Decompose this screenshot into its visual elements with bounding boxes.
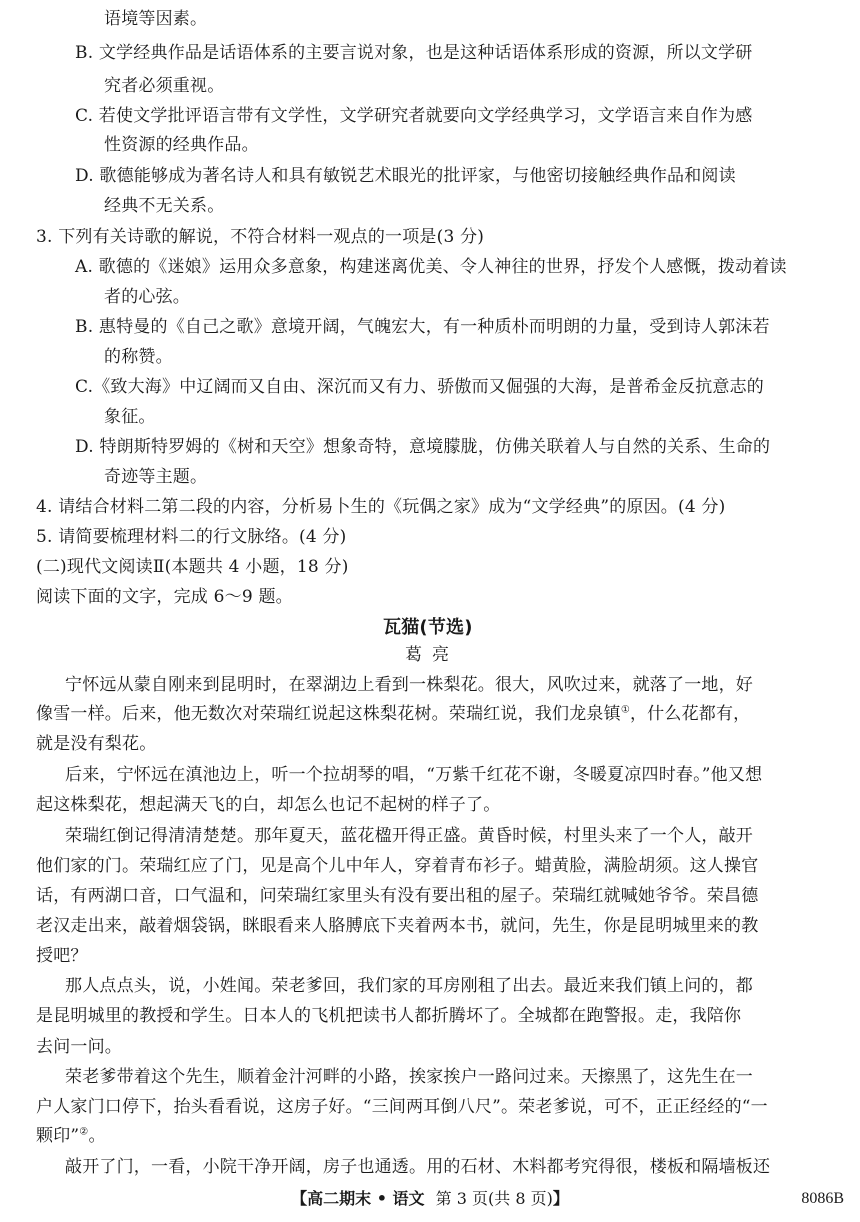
paragraph-3-line-4: 老汉走出来，敲着烟袋锅，眯眼看来人胳膊底下夹着两本书，就问，先生，你是昆明城里来的教 — [36, 916, 759, 936]
footnote-2-marker: ② — [79, 1126, 89, 1138]
question-3-option-b: B. 惠特曼的《自己之歌》意境开阔，气魄宏大，有一种质朴而明朗的力量，受到诗人郭沫若 — [75, 317, 770, 337]
footer-label-suffix: 】 — [552, 1189, 569, 1208]
paragraph-5-text-tail: 。 — [88, 1126, 106, 1146]
option-c-continuation: 性资源的经典作品。 — [104, 135, 259, 155]
paragraph-2-line-1: 后来，宁怀远在滇池边上，听一个拉胡琴的唱，“万紫千红花不谢，冬暖夏凉四时春。”他又想 — [65, 765, 763, 785]
question-3-option-a: A. 歌德的《迷娘》运用众多意象，构建迷离优美、令人神往的世界，抒发个人感慨，拨动着读 — [75, 257, 787, 277]
question-3-option-d: D. 特朗斯特罗姆的《树和天空》想象奇特，意境朦胧，仿佛关联着人与自然的关系、生命的 — [75, 437, 771, 457]
paragraph-2-line-2: 起这株梨花，想起满天飞的白，却怎么也记不起树的样子了。 — [36, 795, 501, 815]
question-3-option-c-continuation: 象征。 — [104, 407, 156, 427]
paragraph-5-line-2: 户人家门口停下，抬头看看说，这房子好。“三间两耳倒八尺”。荣老爹说，可不，正正经经的“一 — [36, 1097, 768, 1117]
paragraph-3-line-2: 他们家的门。荣瑞红应了门，见是高个儿中年人，穿着青布衫子。蜡黄脸，满脸胡须。这人操官 — [36, 856, 759, 876]
question-3-option-b-continuation: 的称赞。 — [104, 347, 173, 367]
paragraph-1-line-2 — [36, 703, 750, 725]
footer-page-info: 第 3 页(共 8 页) — [435, 1189, 553, 1208]
option-d-continuation: 经典不无关系。 — [104, 196, 225, 216]
paragraph-1-line-3: 就是没有梨花。 — [36, 734, 157, 754]
footer-subject: 语文 — [392, 1189, 425, 1208]
option-d: D. 歌德能够成为著名诗人和具有敏锐艺术眼光的批评家，与他密切接触经典作品和阅读 — [75, 166, 736, 186]
paragraph-4-line-1: 那人点点头，说，小姓闻。荣老爹回，我们家的耳房刚租了出去。最近来我们镇上问的，都 — [65, 976, 753, 996]
section-header: (二)现代文阅读Ⅱ(本题共 4 小题，18 分) — [36, 557, 349, 577]
paragraph-5-line-3 — [36, 1125, 106, 1147]
paragraph-1-line-1: 宁怀远从蒙自刚来到昆明时，在翠湖边上看到一株梨花。很大，风吹过来，就落了一地，好 — [65, 675, 753, 695]
paragraph-3-line-1: 荣瑞红倒记得清清楚楚。那年夏天，蓝花楹开得正盛。黄昏时候，村里头来了一个人，敲开 — [65, 826, 753, 846]
paragraph-3-line-3: 话，有两湖口音，口气温和，问荣瑞红家里头有没有要出租的屋子。荣瑞红就喊她爷爷。荣昌德 — [36, 886, 759, 906]
footer-separator: • — [371, 1189, 393, 1208]
option-a-continuation: 语境等因素。 — [104, 9, 208, 29]
question-3-stem: 3. 下列有关诗歌的解说，不符合材料一观点的一项是(3 分) — [36, 227, 485, 247]
page-footer — [0, 1188, 860, 1210]
paragraph-3-line-5: 授吧？ — [36, 946, 88, 966]
paragraph-1-text-tail: ，什么花都有， — [629, 704, 751, 724]
article-author: 葛亮 — [405, 645, 459, 665]
option-c: C. 若使文学批评语言带有文学性，文学研究者就要向文学经典学习，文学语言来自作为感 — [75, 106, 753, 126]
paragraph-6-line-1: 敲开了门，一看，小院干净开阔，房子也通透。用的石材、木料都考究得很，楼板和隔墙板还 — [65, 1157, 771, 1177]
reading-instruction: 阅读下面的文字，完成 6～9 题。 — [36, 587, 293, 607]
question-3-option-a-continuation: 者的心弦。 — [104, 287, 190, 307]
paragraph-1-text: 像雪一样。后来，他无数次对荣瑞红说起这株梨花树。荣瑞红说，我们龙泉镇 — [36, 704, 621, 724]
paragraph-5-text: 颗印” — [36, 1126, 80, 1146]
paragraph-4-line-3: 去问一问。 — [36, 1037, 122, 1057]
footer-label-prefix: 【高二期末 — [291, 1189, 372, 1208]
footnote-1-marker: ① — [620, 704, 630, 716]
question-4: 4. 请结合材料二第二段的内容，分析易卜生的《玩偶之家》成为“文学经典”的原因。(4 分) — [36, 497, 726, 517]
paragraph-4-line-2: 是昆明城里的教授和学生。日本人的飞机把读书人都折腾坏了。全城都在跑警报。走，我陪你 — [36, 1006, 742, 1026]
option-b-continuation: 究者必须重视。 — [104, 76, 225, 96]
paper-code: 8086B — [801, 1190, 844, 1207]
question-3-option-c: C.《致大海》中辽阔而又自由、深沉而又有力、骄傲而又倔强的大海，是普希金反抗意志的 — [75, 377, 765, 397]
question-3-option-d-continuation: 奇迹等主题。 — [104, 467, 208, 487]
paragraph-5-line-1: 荣老爹带着这个先生，顺着金汁河畔的小路，挨家挨户一路问过来。天擦黑了，这先生在一 — [65, 1067, 753, 1087]
question-5: 5. 请简要梳理材料二的行文脉络。(4 分) — [36, 527, 347, 547]
option-b: B. 文学经典作品是话语体系的主要言说对象，也是这种话语体系形成的资源，所以文学研 — [75, 43, 753, 63]
article-title: 瓦猫(节选) — [383, 617, 473, 638]
